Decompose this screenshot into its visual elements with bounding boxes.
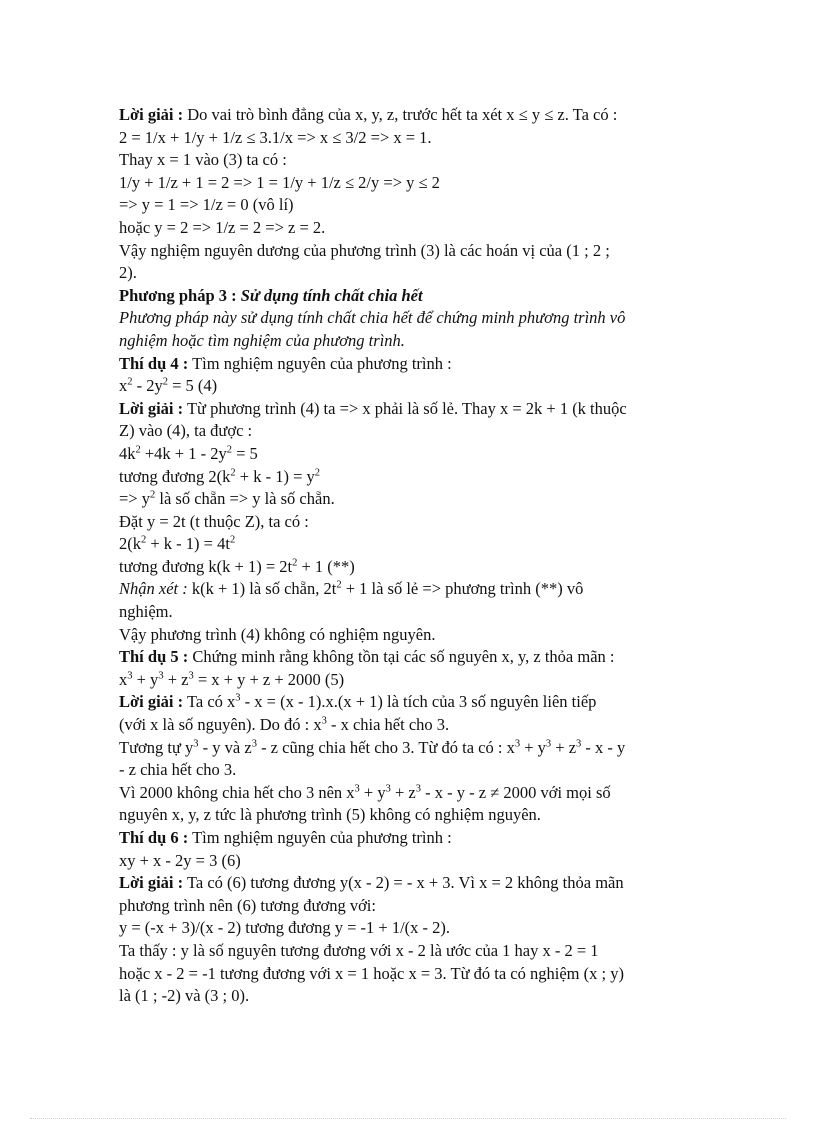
- remark-line: Nhận xét : k(k + 1) là số chẵn, $2t^2 + 1$ là số lẻ => phương trình (**) vô: [119, 579, 584, 599]
- equation-6: xy + x - 2y = 3 (6): [119, 850, 241, 870]
- solution-label: Lời giải :: [119, 105, 184, 124]
- text-line: => y = 1 => 1/z = 0 (vô lí): [119, 195, 294, 215]
- conclusion-line: Vậy phương trình (4) không có nghiệm nguyên.: [119, 624, 436, 644]
- text-line: Ta thấy : y là số nguyên tương đương với x - 2 là ước của 1 hay x - 2 = 1: [119, 940, 599, 960]
- solution-paragraph: Lời giải : Ta có $x^3 - x = (x - 1).x.(x + 1)$ là tích của 3 số nguyên liên tiếp: [119, 692, 597, 712]
- method-label: Phương pháp 3 :: [119, 285, 237, 305]
- text-line: Tương tự $y^3$ - y và $z^3$ - z cũng chia hết cho 3. Từ đó ta có : $x^3 + y^3 + z^3 - x - y$: [119, 737, 626, 757]
- method-description: nghiệm hoặc tìm nghiệm của phương trình.: [119, 330, 405, 350]
- text-line: Z) vào (4), ta được :: [119, 421, 253, 441]
- method-heading: [119, 285, 704, 308]
- example-4-heading: Thí dụ 4 : Tìm nghiệm nguyên của phương trình :: [119, 353, 452, 373]
- equation-line: tương đương $2(k^2 + k - 1) = y^2$: [119, 466, 321, 486]
- document-page: [119, 104, 704, 1008]
- text-line: hoặc y = 2 => 1/z = 2 => z = 2.: [119, 217, 326, 237]
- text-line: là (1 ; -2) và (3 ; 0).: [119, 986, 250, 1006]
- text-line: 2).: [119, 263, 137, 283]
- solution-label: Lời giải :: [119, 692, 184, 712]
- text-line: (với x là số nguyên). Do đó : $x^3$ - x chia hết cho 3.: [119, 715, 450, 735]
- equation-line: tương đương $k(k + 1) = 2t^2 + 1$ (**): [119, 556, 355, 576]
- text-line: Vì 2000 không chia hết cho 3 nên $x^3 + y^3 + z^3 - x - y - z \ne 2000$ với mọi số: [119, 782, 611, 802]
- equation-line: $2(k^2 + k - 1) = 4t^2$: [119, 534, 236, 554]
- example-5-heading: Thí dụ 5 : Chứng minh rằng không tồn tại các số nguyên x, y, z thỏa mãn :: [119, 647, 615, 667]
- solution-paragraph: Lời giải : Từ phương trình (4) ta => x phải là số lẻ. Thay x = 2k + 1 (k thuộc: [119, 398, 627, 418]
- example-label: Thí dụ 4 :: [119, 353, 189, 373]
- solution-label: Lời giải :: [119, 398, 184, 418]
- text-line: Vậy nghiệm nguyên dương của phương trình (3) là các hoán vị của (1 ; 2 ;: [119, 240, 610, 260]
- solution-label: Lời giải :: [119, 873, 184, 893]
- text-line: phương trình nên (6) tương đương với:: [119, 895, 376, 915]
- solution-paragraph: Lời giải : Ta có (6) tương đương y(x - 2) = - x + 3. Vì x = 2 không thỏa mãn: [119, 873, 624, 893]
- text-line: y = (-x + 3)/(x - 2) tương đương y = -1 + 1/(x - 2).: [119, 918, 451, 938]
- text-line: hoặc x - 2 = -1 tương đương với x = 1 hoặc x = 3. Từ đó ta có nghiệm (x ; y): [119, 963, 624, 983]
- example-6-heading: Thí dụ 6 : Tìm nghiệm nguyên của phương trình :: [119, 828, 452, 847]
- equation-4: $x^2 - 2y^2 = 5$ (4): [119, 376, 218, 396]
- solution-paragraph: Lời giải : Do vai trò bình đẳng của x, y, z, trước hết ta xét x ≤ y ≤ z. Ta có :: [119, 105, 618, 124]
- text-line: 1/y + 1/z + 1 = 2 => 1 = 1/y + 1/z ≤ 2/y => y ≤ 2: [119, 172, 440, 192]
- text-line: Thay x = 1 vào (3) ta có :: [119, 150, 287, 170]
- page-bottom-divider: [30, 1118, 786, 1119]
- text-line: 2 = 1/x + 1/y + 1/z ≤ 3.1/x => x ≤ 3/2 => x = 1.: [119, 127, 432, 147]
- text-line: nguyên x, y, z tức là phương trình (5) không có nghiệm nguyên.: [119, 805, 541, 825]
- text-line: - z chia hết cho 3.: [119, 760, 237, 780]
- method-description: Phương pháp này sử dụng tính chất chia hết để chứng minh phương trình vô: [119, 308, 626, 328]
- equation-5: $x^3 + y^3 + z^3 = x + y + z + 2000$ (5): [119, 669, 345, 689]
- example-label: Thí dụ 5 :: [119, 647, 189, 667]
- remark-label: Nhận xét :: [119, 579, 188, 599]
- text-line: Đặt y = 2t (t thuộc Z), ta có :: [119, 511, 309, 531]
- text-line: => $y^2$ là số chẵn => y là số chẵn.: [119, 489, 335, 509]
- method-title: Sử dụng tính chất chia hết: [236, 285, 423, 305]
- text-line: nghiệm.: [119, 602, 173, 622]
- equation-line: $4k^2 +4k + 1 - 2y^2 = 5$: [119, 443, 258, 463]
- example-label: Thí dụ 6 :: [119, 828, 189, 847]
